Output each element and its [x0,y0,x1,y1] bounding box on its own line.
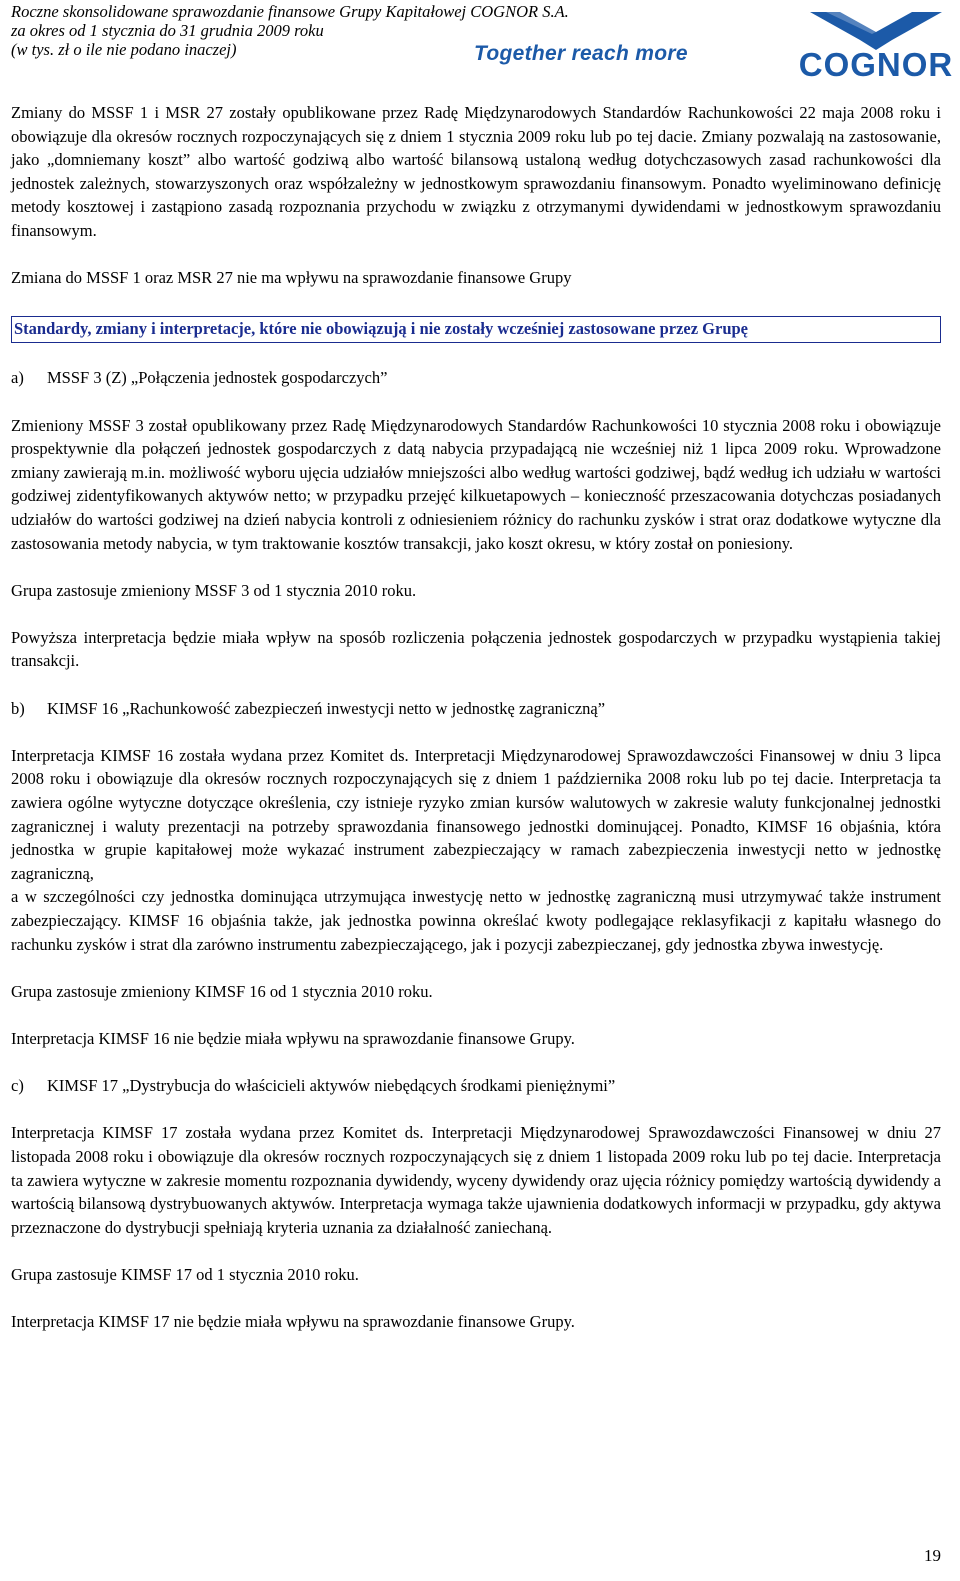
list-item-title: MSSF 3 (Z) „Połączenia jednostek gospodarczych” [47,368,388,388]
header-units: (w tys. zł o ile nie podano inaczej) [11,40,237,59]
list-item-title: KIMSF 17 „Dystrybucja do właścicieli aktywów niebędących środkami pieniężnymi” [47,1076,616,1096]
paragraph-kimsf16-impact: Interpretacja KIMSF 16 nie będzie miała wpływu na sprawozdanie finansowe Grupy. [11,1028,575,1048]
logo-wordmark: COGNOR [798,46,954,83]
header-tagline: Together reach more [474,42,688,65]
list-item-b [11,697,941,721]
paragraph-mssf1-impact: Zmiana do MSSF 1 oraz MSR 27 nie ma wpływu na sprawozdanie finansowe Grupy [11,268,572,288]
section-heading: Standardy, zmiany i interpretacje, które nie obowiązują i nie zostały wcześniej zastosowane przez Grupę [11,316,941,343]
list-item-title: KIMSF 16 „Rachunkowość zabezpieczeń inwestycji netto w jednostkę zagraniczną” [47,698,606,718]
header-report-title: Roczne skonsolidowane sprawozdanie finansowe Grupy Kapitałowej COGNOR S.A. [11,2,569,21]
paragraph-kimsf16-description: Interpretacja KIMSF 16 została wydana przez Komitet ds. Interpretacji Międzynarodowej Sprawozdawczości Finansowej w dniu 3 lipca 2008 roku i obowiązuje dla okresów rocznych rozpoczynających się z dniem 1 października 2008 roku lub po tej dacie. Interpretacja ta zawiera ogólne wytyczne dotyczące określenia, czy istnieje ryzyko zmian kursów walutowych w zakresie waluty funkcjonalnej jednostki zagranicznej i waluty prezentacji na potrzeby sprawozdania finansowego jednostki dominującej. Ponadto, KIMSF 16 objaśnia, która jednostka w grupie kapitałowej może wykazać instrument zabezpieczający w ramach zabezpieczenia inwestycji netto w jednostkę zagraniczną, [11,745,941,883]
page-number: 19 [924,1546,941,1565]
paragraph-kimsf16-description-cont: a w szczególności czy jednostka dominująca utrzymująca inwestycję netto w jednostkę zagraniczną musi utrzymywać także instrument zabezpieczający. KIMSF 16 objaśnia także, jak jednostka powinna określać kwoty podlegające reklasyfikacji z kapitału własnego do rachunku zysków i strat dla zarówno instrumentu zabezpieczającego, jak i pozycji zabezpieczanej, gdy jednostka zbywa inwestycję. [11,887,941,954]
list-item-label: c) [11,1076,24,1096]
paragraph-kimsf16-adoption: Grupa zastosuje zmieniony KIMSF 16 od 1 stycznia 2010 roku. [11,981,433,1001]
paragraph-kimsf17-impact: Interpretacja KIMSF 17 nie będzie miała wpływu na sprawozdanie finansowe Grupy. [11,1312,575,1332]
header-period: za okres od 1 stycznia do 31 grudnia 2009 roku [11,21,324,40]
list-item-c [11,1074,941,1098]
page-header [11,0,954,90]
paragraph-mssf3-adoption: Grupa zastosuje zmieniony MSSF 3 od 1 stycznia 2010 roku. [11,580,417,600]
cognor-logo [796,12,956,94]
paragraph-kimsf17-adoption: Grupa zastosuje KIMSF 17 od 1 stycznia 2010 roku. [11,1264,359,1284]
paragraph-mssf3-description: Zmieniony MSSF 3 został opublikowany przez Radę Międzynarodowych Standardów Rachunkowości 10 stycznia 2008 roku i obowiązuje prospektywnie dla połączeń jednostek gospodarczych z datą nabycia przypadającą nie wcześniej niż 1 lipca 2009 roku. Wprowadzone zmiany zawierają m.in. możliwość wyboru ujęcia udziałów mniejszości albo według wartości godziwej, bądź według ich udziału w wartości godziwej zidentyfikowanych aktywów netto; w przypadku przejęć kilkuetapowych – konieczność przeszacowania dotychczas posiadanych udziałów do wartości godziwej na dzień nabycia kontroli z odniesieniem różnicy do rachunku zysków i strat oraz dodatkowe wytyczne dla zastosowania metody nabycia, w tym traktowanie kosztów transakcji, jako koszt okresu, w który został on poniesiony. [11,415,941,553]
paragraph-mssf3-impact: Powyższa interpretacja będzie miała wpływ na sposób rozliczenia połączenia jednostek gospodarczych w przypadku wystąpienia takiej transakcji. [11,627,941,671]
logo-x-mark-icon [796,12,956,50]
paragraph-mssf1-msr27: Zmiany do MSSF 1 i MSR 27 zostały opublikowane przez Radę Międzynarodowych Standardów Rachunkowości 22 maja 2008 roku i obowiązuje dla okresów rocznych rozpoczynających się z dniem 1 stycznia 2009 roku lub po tej dacie. Zmiany pozwalają na zastosowanie, jako „domniemany koszt” albo wartość godziwą albo wartość bilansową ustaloną według dotychczasowych zasad rachunkowości dla jednostek zależnych, stowarzyszonych oraz współzależny w jednostkowym sprawozdaniu finansowym. Ponadto wyeliminowano definicję metody kosztowej i zastąpiono zasadą rozpoznania przychodu w związku z otrzymanymi dywidendami w jednostkowym sprawozdaniu finansowym. [11,103,941,240]
paragraph-kimsf17-description: Interpretacja KIMSF 17 została wydana przez Komitet ds. Interpretacji Międzynarodowej Sprawozdawczości Finansowej w dniu 27 listopada 2008 roku i obowiązuje dla okresów rocznych rozpoczynających się z dniem 1 listopada 2009 roku lub po tej dacie. Interpretacja ta zawiera wytyczne w zakresie momentu rozpoznania dywidendy, wyceny dywidendy oraz ujęcia różnicy pomiędzy wartością dywidendy a wartością bilansową dystrybuowanych aktywów. Interpretacja wymaga także ujawnienia dodatkowych informacji w przypadku, gdy aktywa przeznaczone do dystrybucji spełniają kryteria uznania za działalność zaniechaną. [11,1123,941,1237]
list-item-label: a) [11,368,24,388]
list-item-a [11,366,941,390]
document-body [11,101,941,1334]
list-item-label: b) [11,698,25,718]
